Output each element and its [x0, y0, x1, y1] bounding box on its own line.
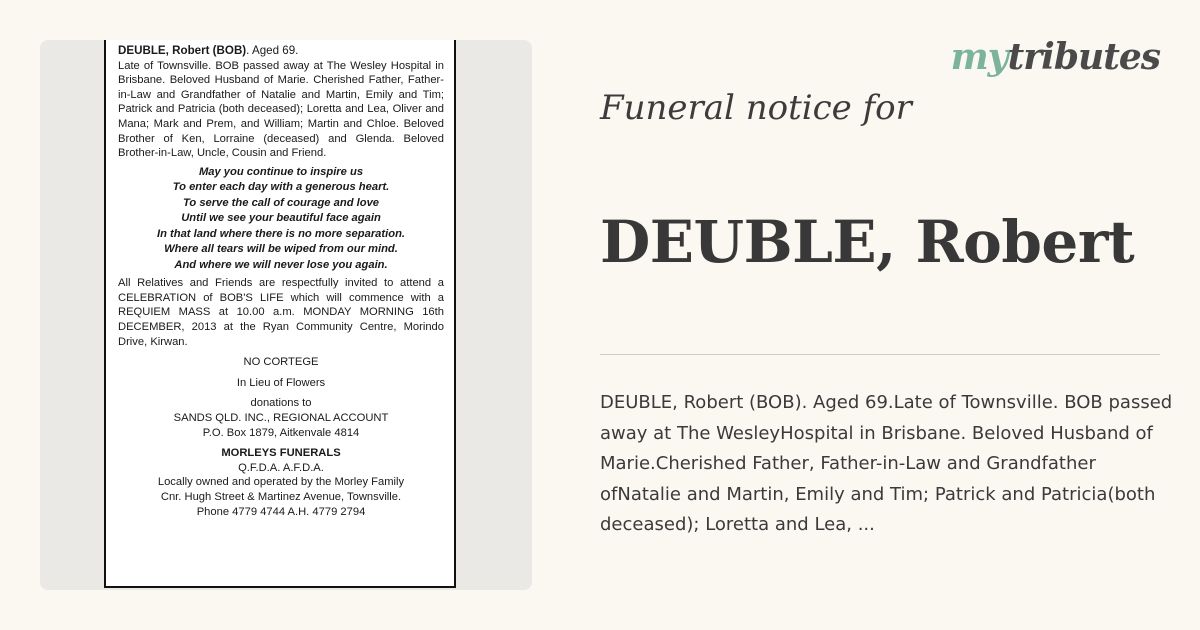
poem-line: To serve the call of courage and love [182, 196, 380, 209]
poem-line: In that land where there is no more separation. [156, 227, 406, 240]
notice-paragraph-family: Late of Townsville. BOB passed away at The Wesley Hospital in Brisbane. Beloved Husband of Marie. Cherished Father, Father-in-Law and Grandfather of Natalie and Martin, Emily and Tim; Patrick and Patricia (both deceased); Loretta and Lea, Oliver and Mana; Mark and Prem, and William; Martin and Chloe. Beloved Brother of Ken, Lorraine (deceased) and Glenda. Beloved Brother-in-Law, Uncle, Cousin and Friend. [118, 59, 444, 160]
funeral-home-accreditation: Q.F.D.A. A.F.D.A. [238, 461, 324, 474]
poem-line: To enter each day with a generous heart. [172, 181, 390, 194]
funeral-home-phone: Phone 4779 4744 A.H. 4779 2794 [196, 505, 366, 518]
funeral-notice-kicker: Funeral notice for [600, 88, 912, 128]
funeral-home-owned: Locally owned and operated by the Morley Family [157, 476, 405, 489]
notice-excerpt: DEUBLE, Robert (BOB). Aged 69.Late of Townsville. BOB passed away at The WesleyHospital in Brisbane. Beloved Husband of Marie.Cherished Father, Father-in-Law and Grandfather ofNatalie and Martin, Emily and Tim; Patrick and Patricia(both deceased); Loretta and Lea, ... [600, 392, 1173, 535]
donation-account: SANDS QLD. INC., REGIONAL ACCOUNT [173, 412, 389, 424]
no-cortege-text: NO CORTEGE [243, 356, 319, 369]
newspaper-notice-clipping [104, 40, 456, 588]
poem-line: May you continue to inspire us [198, 165, 364, 178]
deceased-name: DEUBLE, Robert [600, 208, 1135, 276]
poem-line: And where we will never lose you again. [174, 258, 388, 271]
notice-paragraph-service: All Relatives and Friends are respectfully invited to attend a CELEBRATION of BOB'S LIFE which will commence with a REQUIEM MASS at 10.00 a.m. MONDAY MORNING 16th DECEMBER, 2013 at the Ryan Community Centre, Morindo Drive, Kirwan. [118, 277, 444, 348]
logo-my: my [950, 36, 1008, 78]
funeral-home-address: Cnr. Hugh Street & Martinez Avenue, Townsville. [160, 490, 402, 503]
divider [600, 354, 1160, 355]
notice-poem [118, 165, 444, 274]
poem-line: Until we see your beautiful face again [181, 212, 381, 225]
in-lieu-text: In Lieu of Flowers [236, 376, 326, 389]
donations-text: donations to [250, 397, 312, 410]
notice-image-panel [40, 40, 532, 590]
notice-heading-age: . Aged 69. [246, 44, 299, 57]
notice-heading [118, 44, 444, 59]
mytributes-logo [951, 36, 1160, 78]
notice-heading-name: DEUBLE, Robert (BOB) [118, 44, 247, 57]
poem-line: Where all tears will be wiped from our mind. [164, 243, 398, 256]
donation-po-box: P.O. Box 1879, Aitkenvale 4814 [202, 426, 360, 439]
logo-tributes: tributes [1007, 36, 1160, 78]
funeral-home-name: MORLEYS FUNERALS [221, 447, 341, 460]
